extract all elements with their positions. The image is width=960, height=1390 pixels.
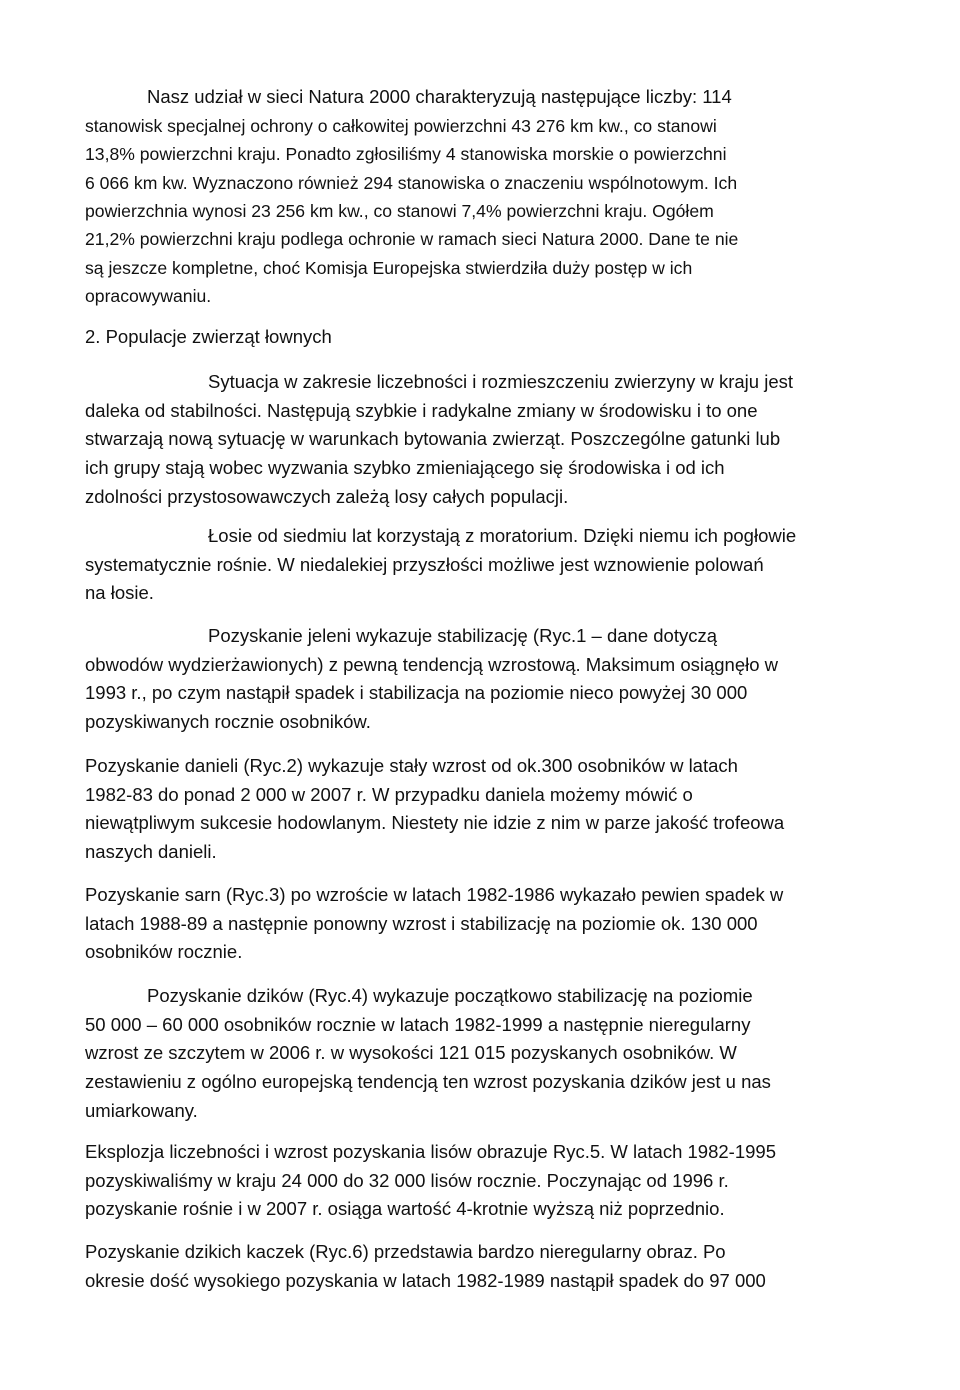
text-line: ich grupy stają wobec wyzwania szybko zmieniającego się środowiska i od ich (85, 457, 725, 479)
text-line: osobników rocznie. (85, 941, 243, 963)
paragraph-losie (85, 522, 885, 608)
text-line: daleka od stabilności. Następują szybkie i radykalne zmiany w środowisku i to one (85, 399, 758, 421)
text-line: 1993 r., po czym nastąpił spadek i stabilizacja na poziomie nieco powyżej 30 000 (85, 682, 748, 704)
text-line: pozyskanie rośnie i w 2007 r. osiąga wartość 4-krotnie wyższą niż poprzednio. (85, 1198, 725, 1220)
text-line: powierzchnia wynosi 23 256 km kw., co stanowi 7,4% powierzchni kraju. Ogółem (85, 200, 714, 221)
text-line: opracowywaniu. (85, 286, 212, 307)
section-heading (85, 323, 885, 352)
text-line: Pozyskanie dzików (Ryc.4) wykazuje początkowo stabilizację na poziomie (147, 985, 753, 1006)
text-line: stanowisk specjalnej ochrony o całkowitej powierzchni 43 276 km kw., co stanowi (85, 115, 717, 136)
text-line: 1982-83 do ponad 2 000 w 2007 r. W przypadku daniela możemy mówić o (85, 783, 693, 805)
paragraph-kaczki (85, 1238, 885, 1295)
text-line: zestawieniu z ogólno europejską tendencją ten wzrost pozyskania dzików jest u nas (85, 1071, 771, 1093)
text-line: zdolności przystosowawczych zależą losy całych populacji. (85, 485, 569, 507)
text-line: Nasz udział w sieci Natura 2000 charakteryzują następujące liczby: 114 (147, 86, 732, 107)
text-line: Eksplozja liczebności i wzrost pozyskania lisów obrazuje Ryc.5. W latach 1982-1995 (85, 1141, 776, 1162)
text-line: umiarkowany. (85, 1099, 198, 1121)
text-line: stwarzają nową sytuację w warunkach bytowania zwierząt. Poszczególne gatunki lub (85, 428, 781, 450)
paragraph-lisy (85, 1138, 885, 1224)
text-line: wzrost ze szczytem w 2006 r. w wysokości 121 015 pozyskanych osobników. W (85, 1042, 737, 1064)
text-line: 50 000 – 60 000 osobników rocznie w latach 1982-1999 a następnie nieregularny (85, 1013, 751, 1035)
paragraph-daniele (85, 752, 885, 867)
text-line: pozyskiwaliśmy w kraju 24 000 do 32 000 lisów rocznie. Poczynając od 1996 r. (85, 1169, 729, 1191)
paragraph-jelenie (85, 622, 885, 737)
text-line: niewątpliwym sukcesie hodowlanym. Niestety nie idzie z nim w parze jakość trofeowa (85, 812, 785, 834)
text-line: systematycznie rośnie. W niedalekiej przyszłości możliwe jest wznowienie polowań (85, 553, 764, 575)
text-line: pozyskiwanych rocznie osobników. (85, 711, 371, 733)
text-line: Pozyskanie sarn (Ryc.3) po wzroście w latach 1982-1986 wykazało pewien spadek w (85, 884, 784, 905)
text-line: Sytuacja w zakresie liczebności i rozmieszczeniu zwierzyny w kraju jest (208, 371, 793, 392)
text-line: naszych danieli. (85, 841, 217, 863)
paragraph-sytuacja (85, 368, 885, 512)
text-line: obwodów wydzierżawionych) z pewną tendencją wzrostową. Maksimum osiągnęło w (85, 653, 779, 675)
paragraph-sarny (85, 881, 885, 967)
text-line: okresie dość wysokiego pozyskania w latach 1982-1989 nastąpił spadek do 97 000 (85, 1269, 766, 1291)
text-line: 6 066 km kw. Wyznaczono również 294 stanowiska o znaczeniu wspólnotowym. Ich (85, 172, 738, 193)
heading-text: 2. Populacje zwierząt łownych (85, 326, 332, 347)
text-line: Pozyskanie danieli (Ryc.2) wykazuje stały wzrost od ok.300 osobników w latach (85, 755, 738, 776)
text-line: latach 1988-89 a następnie ponowny wzrost i stabilizację na poziomie ok. 130 000 (85, 912, 758, 934)
text-line: Łosie od siedmiu lat korzystają z moratorium. Dzięki niemu ich pogłowie (208, 525, 797, 546)
paragraph-dziki (85, 982, 885, 1126)
paragraph-natura-2000 (85, 83, 885, 311)
text-line: 13,8% powierzchni kraju. Ponadto zgłosiliśmy 4 stanowiska morskie o powierzchni (85, 144, 727, 165)
text-line: są jeszcze kompletne, choć Komisja Europejska stwierdziła duży postęp w ich (85, 257, 693, 278)
text-line: Pozyskanie jeleni wykazuje stabilizację (Ryc.1 – dane dotyczą (208, 625, 718, 646)
text-line: na łosie. (85, 582, 154, 604)
text-line: Pozyskanie dzikich kaczek (Ryc.6) przedstawia bardzo nieregularny obraz. Po (85, 1241, 726, 1262)
text-line: 21,2% powierzchni kraju podlega ochronie w ramach sieci Natura 2000. Dane te nie (85, 229, 739, 250)
